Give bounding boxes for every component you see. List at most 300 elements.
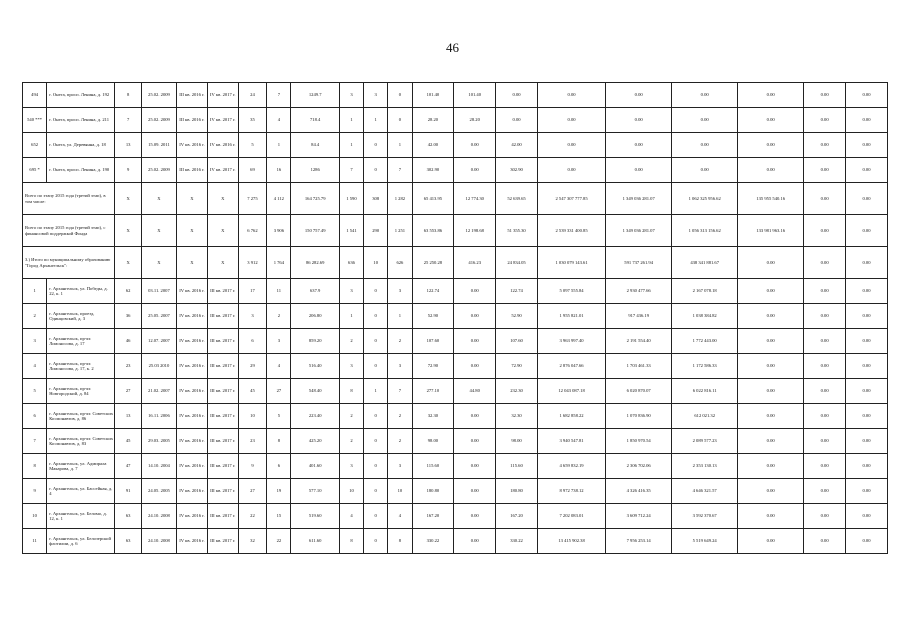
table-cell: III кв. 2017 г. [207, 354, 238, 379]
table-cell: 0.00 [846, 379, 888, 404]
table-cell: 0.00 [804, 504, 846, 529]
table-cell: III кв. 2017 г. [207, 529, 238, 554]
table-cell: 69 [238, 158, 267, 183]
address-cell: г. Архангельск, пр-кт. Новгородский, д. 84 [47, 379, 115, 404]
table-cell: 1 349 036 281.07 [606, 183, 672, 215]
table-cell: 577.10 [291, 479, 339, 504]
table-cell: IV кв. 2016 г. [177, 454, 208, 479]
table-cell: 302.90 [496, 158, 538, 183]
table-cell: 0.00 [738, 133, 804, 158]
table-cell: IV кв. 2016 г. [177, 354, 208, 379]
table-cell: 1 [364, 379, 388, 404]
table-cell: 2 [23, 304, 47, 329]
table-cell: X [177, 183, 208, 215]
table-cell: 17 [238, 279, 267, 304]
table-cell: III кв. 2017 г. [207, 454, 238, 479]
table-cell: 3 912 [238, 247, 267, 279]
table-cell: 4 112 [267, 183, 291, 215]
table-cell: 12.07. 2007 [141, 329, 176, 354]
table-cell: X [177, 215, 208, 247]
table-cell: 62 [115, 279, 141, 304]
table-cell: 9 [23, 479, 47, 504]
table-cell: 0.00 [672, 83, 738, 108]
address-cell: г. Архангельск, пр-кт. Ломоносова, д. 17 [47, 329, 115, 354]
table-cell: 25 250.28 [412, 247, 454, 279]
table-cell: 8 [23, 454, 47, 479]
table-row [23, 108, 888, 133]
table-cell: III кв. 2017 г. [207, 479, 238, 504]
table-cell: 0.00 [454, 354, 496, 379]
table-cell: 1 056 313 156.62 [672, 215, 738, 247]
address-cell: г. Архангельск, пр-кт. Советских Космонавтов, д. 86 [47, 404, 115, 429]
table-cell: X [141, 183, 176, 215]
table-cell: 0.00 [738, 504, 804, 529]
table-cell: X [207, 183, 238, 215]
table-cell: 1 [267, 133, 291, 158]
table-cell: 0.00 [804, 183, 846, 215]
table-cell: 1 282 [388, 183, 412, 215]
table-cell: 0.00 [738, 304, 804, 329]
table-cell: 13 [115, 404, 141, 429]
table-cell: 4 326 416.35 [606, 479, 672, 504]
table-cell: 0.00 [537, 108, 605, 133]
table-cell: 0.00 [804, 379, 846, 404]
table-cell: 0.00 [804, 454, 846, 479]
total-row [23, 215, 888, 247]
table-cell: 6 [23, 404, 47, 429]
table-cell: 7 [23, 429, 47, 454]
table-cell: 16 [267, 158, 291, 183]
table-cell: 101.40 [412, 83, 454, 108]
table-cell: 5 [238, 133, 267, 158]
table-cell: 52 639.65 [496, 183, 538, 215]
table-cell: 0.00 [454, 133, 496, 158]
table-cell: 0.00 [454, 279, 496, 304]
table-cell: 12 043 087.18 [537, 379, 605, 404]
table-cell: 9 [238, 454, 267, 479]
table-cell: 52.90 [412, 304, 454, 329]
table-cell: 3 [339, 83, 363, 108]
address-cell: г. Онега, ул. Деревянна, д. 18 [47, 133, 115, 158]
table-cell: 0.00 [454, 404, 496, 429]
table-cell: 6 020 870.07 [606, 379, 672, 404]
table-cell: 0.00 [846, 247, 888, 279]
table-cell: 1 172 586.33 [672, 354, 738, 379]
table-cell: 25.02. 2009 [141, 108, 176, 133]
table-cell: 0 [364, 354, 388, 379]
table-cell: 3 [364, 83, 388, 108]
table-cell: X [115, 247, 141, 279]
table-cell: 32 [238, 529, 267, 554]
table-cell: III кв. 2016 г. [177, 158, 208, 183]
table-cell: 46 [115, 329, 141, 354]
table-cell: 32.30 [496, 404, 538, 429]
table-cell: 0.00 [496, 108, 538, 133]
table-cell: 1 [339, 108, 363, 133]
table-cell: 0.00 [846, 404, 888, 429]
table-cell: 2 [339, 329, 363, 354]
table-cell: 0.00 [804, 429, 846, 454]
table-cell: 302.90 [412, 158, 454, 183]
table-cell: 5 [267, 404, 291, 429]
table-cell: 0.00 [738, 404, 804, 429]
table-cell: 63 553.86 [412, 215, 454, 247]
table-cell: 0 [388, 83, 412, 108]
address-cell: г. Онега, просп. Ленина, д. 190 [47, 158, 115, 183]
table-cell: 0.00 [804, 158, 846, 183]
table-cell: 2 [267, 304, 291, 329]
table-cell: 0.00 [846, 479, 888, 504]
table-cell: 0.00 [804, 247, 846, 279]
table-cell: 0 [364, 133, 388, 158]
table-cell: 0 [364, 504, 388, 529]
table-row [23, 404, 888, 429]
table-cell: III кв. 2016 г. [177, 108, 208, 133]
table-cell: III кв. 2017 г. [207, 429, 238, 454]
table-cell: 63 [115, 529, 141, 554]
table-cell: X [141, 215, 176, 247]
table-cell: 2 353 130.13 [672, 454, 738, 479]
table-cell: IV кв. 2016 г. [177, 329, 208, 354]
table-cell: 1 955 821.01 [537, 304, 605, 329]
table-cell: 0.00 [537, 83, 605, 108]
table-body-totals [23, 183, 888, 279]
table-cell: 494 [23, 83, 47, 108]
table-cell: 167.20 [412, 504, 454, 529]
table-cell: 548.40 [291, 379, 339, 404]
table-cell: 3 [339, 279, 363, 304]
table-cell: 0.00 [454, 454, 496, 479]
table-cell: 3 [388, 454, 412, 479]
table-cell: 1249.7 [291, 83, 339, 108]
table-cell: 0.00 [454, 479, 496, 504]
table-cell: 42.00 [496, 133, 538, 158]
table-cell: 29 [238, 354, 267, 379]
table-cell: 0.00 [804, 404, 846, 429]
table-cell: 4 [388, 504, 412, 529]
table-cell: 28.20 [412, 108, 454, 133]
table-cell: 1 590 [339, 183, 363, 215]
table-cell: 51 355.30 [496, 215, 538, 247]
table-cell: 12 774.30 [454, 183, 496, 215]
table-cell: X [115, 183, 141, 215]
table-cell: 6 022 816.11 [672, 379, 738, 404]
table-cell: IV кв. 2016 г. [207, 133, 238, 158]
table-cell: 0.00 [846, 108, 888, 133]
table-cell: 36 [115, 304, 141, 329]
table-cell: IV кв. 2016 г. [177, 404, 208, 429]
table-cell: 0.00 [738, 479, 804, 504]
table-cell: 1 772 443.00 [672, 329, 738, 354]
table-cell: 695 * [23, 158, 47, 183]
table-cell: 42.00 [412, 133, 454, 158]
table-cell: 22 [238, 504, 267, 529]
table-cell: 98.00 [412, 429, 454, 454]
table-cell: 0.00 [454, 529, 496, 554]
table-cell: 0.00 [738, 529, 804, 554]
table-cell: 47 [115, 454, 141, 479]
table-cell: 0.00 [804, 215, 846, 247]
table-cell: 3 940 547.81 [537, 429, 605, 454]
table-cell: 6 [238, 329, 267, 354]
table-cell: 3 609 712.24 [606, 504, 672, 529]
table-cell: 11 [23, 529, 47, 554]
table-cell: 626 [388, 247, 412, 279]
table-cell: 7 [388, 379, 412, 404]
table-cell: 15 [267, 504, 291, 529]
table-cell: 27 [267, 379, 291, 404]
table-cell: 0.00 [846, 304, 888, 329]
table-cell: 859.20 [291, 329, 339, 354]
table-cell: 25.03 2010 [141, 354, 176, 379]
table-cell: 7 275 [238, 183, 267, 215]
table-cell: 0.00 [846, 429, 888, 454]
table-cell: 2 [388, 329, 412, 354]
table-cell: 7 202 083.01 [537, 504, 605, 529]
table-cell: 3 [388, 279, 412, 304]
address-cell: г. Онега, просп. Ленина, д. 192 [47, 83, 115, 108]
table-cell: 0.00 [804, 354, 846, 379]
table-cell: 330.22 [412, 529, 454, 554]
table-cell: 6 762 [238, 215, 267, 247]
table-cell: IV кв. 2017 г. [207, 83, 238, 108]
table-cell: IV кв. 2017 г. [207, 158, 238, 183]
table-cell: 223.40 [291, 404, 339, 429]
table-cell: 91 [115, 479, 141, 504]
table-cell: 290 [364, 215, 388, 247]
table-cell: 7 [267, 83, 291, 108]
table-cell: 330.22 [496, 529, 538, 554]
table-cell: 23 [238, 429, 267, 454]
table-cell: 44.80 [454, 379, 496, 404]
table-cell: X [177, 247, 208, 279]
table-cell: 401.60 [291, 454, 339, 479]
table-cell: 0.00 [672, 108, 738, 133]
table-cell: 8 972 738.12 [537, 479, 605, 504]
table-cell: 0.00 [738, 108, 804, 133]
table-cell: 3 [238, 304, 267, 329]
table-cell: 101.40 [454, 83, 496, 108]
table-cell: 0 [364, 454, 388, 479]
table-cell: 25.05. 2007 [141, 304, 176, 329]
table-cell: 45 [115, 429, 141, 454]
table-cell: 277.10 [412, 379, 454, 404]
table-row [23, 429, 888, 454]
table-cell: 0 [364, 479, 388, 504]
total-row [23, 183, 888, 215]
table-cell: 0.00 [804, 304, 846, 329]
table-cell: 4 [267, 354, 291, 379]
table-cell: 0 [364, 279, 388, 304]
table-cell: 0 [364, 158, 388, 183]
table-cell: 0.00 [804, 329, 846, 354]
table-row [23, 83, 888, 108]
table-cell: 3 963 997.40 [537, 329, 605, 354]
table-cell: 0.00 [454, 304, 496, 329]
table-cell: 25.02. 2009 [141, 83, 176, 108]
table-cell: 0.00 [537, 158, 605, 183]
table-cell: 98.00 [496, 429, 538, 454]
table-cell: III кв. 2017 г. [207, 279, 238, 304]
page-number: 46 [446, 40, 459, 55]
table-cell: III кв. 2017 г. [207, 504, 238, 529]
table-cell: 72.90 [412, 354, 454, 379]
total-row [23, 247, 888, 279]
table-cell: 1 [364, 108, 388, 133]
table-cell: 0.00 [738, 329, 804, 354]
table-cell: 180.80 [412, 479, 454, 504]
table-cell: 0.00 [846, 158, 888, 183]
table-cell: 0.00 [846, 354, 888, 379]
table-cell: 115.60 [412, 454, 454, 479]
table-row [23, 279, 888, 304]
table-cell: 1 349 036 281.07 [606, 215, 672, 247]
table-cell: 52.90 [496, 304, 538, 329]
table-cell: IV кв. 2016 г. [177, 429, 208, 454]
table-cell: 0.00 [454, 504, 496, 529]
table-cell: 150 757.49 [291, 215, 339, 247]
table-cell: III кв. 2017 г. [207, 304, 238, 329]
table-cell: 3 [388, 354, 412, 379]
table-row [23, 329, 888, 354]
table-cell: 3 592 370.67 [672, 504, 738, 529]
table-cell: 5 097 555.84 [537, 279, 605, 304]
table-cell: X [207, 215, 238, 247]
table-cell: 2 306 702.06 [606, 454, 672, 479]
table-cell: 0.00 [846, 504, 888, 529]
table-cell: 0.00 [454, 158, 496, 183]
table-cell: 0.00 [454, 329, 496, 354]
table-cell: 2 089 577.23 [672, 429, 738, 454]
table-cell: 1 703 461.33 [606, 354, 672, 379]
address-cell: г. Архангельск, ул. Победы, д. 22, к. 1 [47, 279, 115, 304]
table-cell: 0.00 [606, 133, 672, 158]
table-cell: X [115, 215, 141, 247]
table-cell: 652 [23, 133, 47, 158]
table-cell: 0 [364, 404, 388, 429]
table-cell: 438 341 881.67 [672, 247, 738, 279]
table-cell: 6 [267, 454, 291, 479]
table-cell: 23 [115, 354, 141, 379]
table-cell: 180.80 [496, 479, 538, 504]
table-cell: 65 413.95 [412, 183, 454, 215]
table-cell: 8 [115, 83, 141, 108]
table-cell: 7 [388, 158, 412, 183]
table-cell: 0 [364, 429, 388, 454]
table-cell: III кв. 2017 г. [207, 404, 238, 429]
table-cell: 637.9 [291, 279, 339, 304]
address-cell: г. Архангельск, ул. Беломо, д. 12, к. 1 [47, 504, 115, 529]
table-cell: 0.00 [846, 279, 888, 304]
table-cell: 5 [23, 379, 47, 404]
table-cell: 0.00 [846, 454, 888, 479]
housing-register-table [22, 82, 888, 554]
table-cell: 611.60 [291, 529, 339, 554]
table-cell: 1 [339, 304, 363, 329]
table-cell: 24 834.05 [496, 247, 538, 279]
table-cell: 8 [339, 379, 363, 404]
table-cell: 0 [388, 108, 412, 133]
table-cell: 1 062 325 956.62 [672, 183, 738, 215]
table-cell: 1 850 970.54 [606, 429, 672, 454]
table-cell: 0.00 [738, 158, 804, 183]
table-cell: 718.4 [291, 108, 339, 133]
table-cell: 15.09. 2011 [141, 133, 176, 158]
table-cell: 19 [267, 479, 291, 504]
table-cell: 0.00 [846, 215, 888, 247]
table-cell: 4 646 321.57 [672, 479, 738, 504]
table-cell: 24.10. 2008 [141, 529, 176, 554]
table-cell: 0.00 [537, 133, 605, 158]
total-label: Всего по этапу 2015 года (третий этап), с финансовой поддержкой Фонда [23, 215, 115, 247]
table-cell: 10 [23, 504, 47, 529]
table-cell: 0.00 [846, 83, 888, 108]
table-cell: 8 [388, 529, 412, 554]
table-cell: 0.00 [846, 183, 888, 215]
table-cell: 27 [238, 479, 267, 504]
table-cell: IV кв. 2016 г. [177, 279, 208, 304]
table-cell: 0.00 [846, 133, 888, 158]
table-cell: 0.00 [804, 83, 846, 108]
table-cell: 1 541 [339, 215, 363, 247]
table-cell: 107.60 [412, 329, 454, 354]
table-cell: 8 [339, 529, 363, 554]
table-cell: 0.00 [738, 454, 804, 479]
address-cell: г. Архангельск, пр-кт. Советских Космонавтов, д. 83 [47, 429, 115, 454]
table-cell: IV кв. 2016 г. [177, 504, 208, 529]
address-cell: г. Архангельск, ул. Бассейная, д. 4 [47, 479, 115, 504]
table-cell: 133 981 963.16 [738, 215, 804, 247]
table-cell: 0.00 [804, 529, 846, 554]
table-cell: 591 737 261.94 [606, 247, 672, 279]
table-cell: 1 [23, 279, 47, 304]
table-cell: 25.02. 2009 [141, 158, 176, 183]
table-cell: IV кв. 2016 г. [177, 479, 208, 504]
table-cell: 10 [388, 479, 412, 504]
table-cell: 0.00 [804, 133, 846, 158]
table-cell: 2 [339, 404, 363, 429]
table-cell: 540 *** [23, 108, 47, 133]
total-label: 3.) Итого по муниципальному образованию "Город Архангельск": [23, 247, 115, 279]
total-label: Всего по этапу 2015 года (третий этап), в том числе: [23, 183, 115, 215]
table-cell: 3 [23, 329, 47, 354]
table-cell: 1 251 [388, 215, 412, 247]
table-cell: 29.03. 2005 [141, 429, 176, 454]
table-row [23, 529, 888, 554]
table-cell: 308 [364, 183, 388, 215]
table-cell: 28.20 [454, 108, 496, 133]
table-cell: 3 [339, 454, 363, 479]
table-cell: 0.00 [804, 108, 846, 133]
table-cell: 0.00 [846, 329, 888, 354]
table-cell: 0.00 [738, 247, 804, 279]
table-cell: 0.00 [738, 429, 804, 454]
table-cell: 4 [267, 108, 291, 133]
table-cell: 0.00 [738, 279, 804, 304]
table-cell: 1 038 384.82 [672, 304, 738, 329]
table-cell: 516.40 [291, 354, 339, 379]
table-cell: 2 [388, 404, 412, 429]
table-cell: 8 [267, 429, 291, 454]
table-row [23, 504, 888, 529]
table-cell: 10 [339, 479, 363, 504]
table-cell: 16.11. 2006 [141, 404, 176, 429]
table-cell: 0.00 [672, 158, 738, 183]
table-cell: 115.60 [496, 454, 538, 479]
table-cell: 10 [238, 404, 267, 429]
table-row [23, 133, 888, 158]
table-cell: III кв. 2017 г. [207, 379, 238, 404]
